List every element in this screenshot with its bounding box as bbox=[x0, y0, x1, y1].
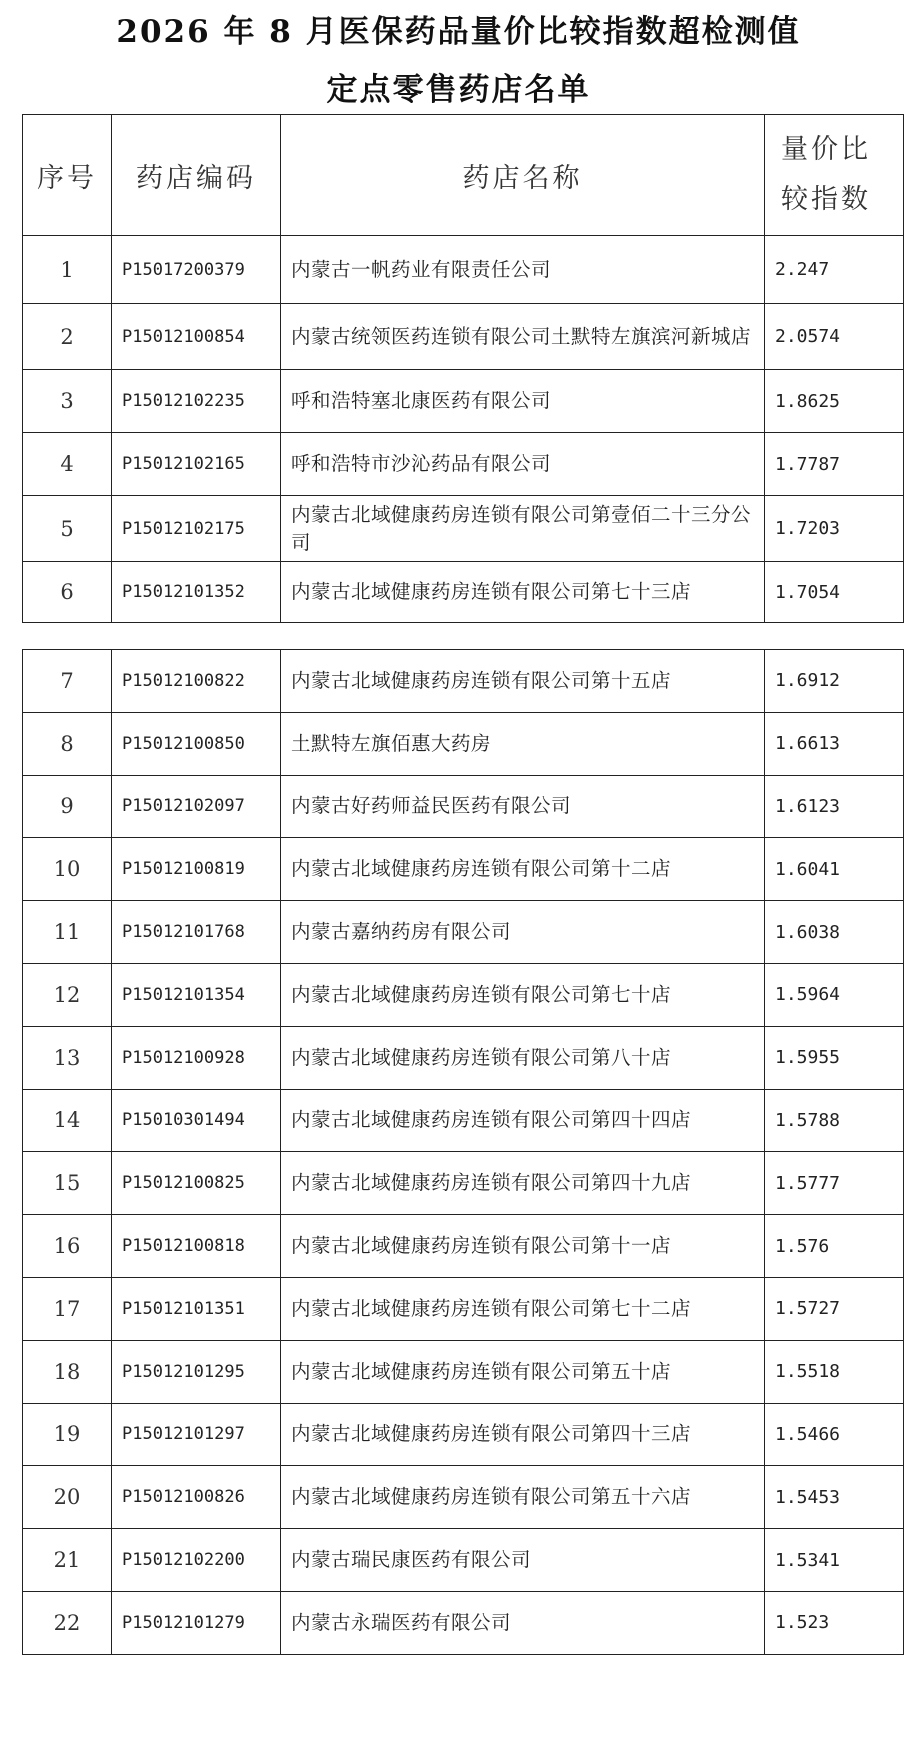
row-pharmacy-name: 内蒙古嘉纳药房有限公司 bbox=[281, 901, 765, 964]
row-seq: 7 bbox=[23, 650, 112, 713]
row-pharmacy-name: 内蒙古北域健康药房连锁有限公司第壹佰二十三分公司 bbox=[281, 496, 765, 562]
row-seq: 18 bbox=[23, 1340, 112, 1403]
row-index-value: 1.5466 bbox=[765, 1403, 904, 1466]
table-row bbox=[23, 1340, 904, 1403]
row-pharmacy-name: 内蒙古统领医药连锁有限公司土默特左旗滨河新城店 bbox=[281, 304, 765, 370]
row-pharmacy-code: P15012101295 bbox=[112, 1340, 281, 1403]
table-row bbox=[23, 963, 904, 1026]
row-pharmacy-code: P15012100928 bbox=[112, 1026, 281, 1089]
row-pharmacy-code: P15017200379 bbox=[112, 236, 281, 304]
row-seq: 5 bbox=[23, 496, 112, 562]
table-row bbox=[23, 838, 904, 901]
row-pharmacy-code: P15012102165 bbox=[112, 433, 281, 496]
table-row bbox=[23, 562, 904, 623]
row-pharmacy-code: P15012100854 bbox=[112, 304, 281, 370]
row-seq: 14 bbox=[23, 1089, 112, 1152]
row-seq: 12 bbox=[23, 963, 112, 1026]
table-row bbox=[23, 1591, 904, 1654]
row-seq: 16 bbox=[23, 1215, 112, 1278]
table-header-row bbox=[23, 115, 904, 236]
row-pharmacy-name: 呼和浩特塞北康医药有限公司 bbox=[281, 370, 765, 433]
row-seq: 4 bbox=[23, 433, 112, 496]
document-title-line1: 2026 年 8 月医保药品量价比较指数超检测值 bbox=[116, 14, 801, 50]
row-index-value: 1.5518 bbox=[765, 1340, 904, 1403]
row-seq: 2 bbox=[23, 304, 112, 370]
table-row bbox=[23, 650, 904, 713]
row-seq: 20 bbox=[23, 1466, 112, 1529]
row-index-value: 1.6613 bbox=[765, 712, 904, 775]
document-title-line2: 定点零售药店名单 bbox=[326, 72, 591, 108]
row-index-value: 1.5955 bbox=[765, 1026, 904, 1089]
row-index-value: 1.523 bbox=[765, 1591, 904, 1654]
row-pharmacy-name: 土默特左旗佰惠大药房 bbox=[281, 712, 765, 775]
header-seq: 序号 bbox=[23, 115, 112, 236]
table-row bbox=[23, 1215, 904, 1278]
row-seq: 9 bbox=[23, 775, 112, 838]
row-seq: 17 bbox=[23, 1277, 112, 1340]
row-pharmacy-code: P15012100825 bbox=[112, 1152, 281, 1215]
row-pharmacy-code: P15012101352 bbox=[112, 562, 281, 623]
table-row bbox=[23, 712, 904, 775]
header-index bbox=[765, 115, 904, 236]
row-pharmacy-code: P15012100818 bbox=[112, 1215, 281, 1278]
row-index-value: 1.5964 bbox=[765, 963, 904, 1026]
table-row bbox=[23, 1529, 904, 1592]
table-row bbox=[23, 236, 904, 304]
row-pharmacy-name: 内蒙古北域健康药房连锁有限公司第七十店 bbox=[281, 963, 765, 1026]
row-pharmacy-name: 内蒙古北域健康药房连锁有限公司第四十三店 bbox=[281, 1403, 765, 1466]
row-pharmacy-name: 内蒙古北域健康药房连锁有限公司第七十二店 bbox=[281, 1277, 765, 1340]
row-pharmacy-name: 内蒙古一帆药业有限责任公司 bbox=[281, 236, 765, 304]
row-pharmacy-code: P15012102235 bbox=[112, 370, 281, 433]
row-index-value: 1.5727 bbox=[765, 1277, 904, 1340]
row-index-value: 1.6912 bbox=[765, 650, 904, 713]
row-pharmacy-name: 内蒙古瑞民康医药有限公司 bbox=[281, 1529, 765, 1592]
row-pharmacy-code: P15012100819 bbox=[112, 838, 281, 901]
row-pharmacy-code: P15012101297 bbox=[112, 1403, 281, 1466]
row-seq: 8 bbox=[23, 712, 112, 775]
table-row bbox=[23, 775, 904, 838]
row-pharmacy-name: 内蒙古北域健康药房连锁有限公司第五十六店 bbox=[281, 1466, 765, 1529]
row-seq: 21 bbox=[23, 1529, 112, 1592]
row-index-value: 2.0574 bbox=[765, 304, 904, 370]
row-seq: 11 bbox=[23, 901, 112, 964]
pharmacy-table-part1 bbox=[22, 114, 904, 623]
header-index-line1: 量价比 bbox=[781, 134, 871, 165]
table-row bbox=[23, 304, 904, 370]
row-index-value: 1.7787 bbox=[765, 433, 904, 496]
row-seq: 10 bbox=[23, 838, 112, 901]
row-pharmacy-code: P15012101279 bbox=[112, 1591, 281, 1654]
row-index-value: 1.5453 bbox=[765, 1466, 904, 1529]
table-row bbox=[23, 1026, 904, 1089]
row-index-value: 1.6123 bbox=[765, 775, 904, 838]
table-row bbox=[23, 496, 904, 562]
row-seq: 19 bbox=[23, 1403, 112, 1466]
row-pharmacy-code: P15012101354 bbox=[112, 963, 281, 1026]
table-row bbox=[23, 901, 904, 964]
row-seq: 22 bbox=[23, 1591, 112, 1654]
row-seq: 3 bbox=[23, 370, 112, 433]
table-row bbox=[23, 370, 904, 433]
row-pharmacy-code: P15012102175 bbox=[112, 496, 281, 562]
table-row bbox=[23, 1466, 904, 1529]
row-pharmacy-code: P15012101768 bbox=[112, 901, 281, 964]
row-pharmacy-name: 内蒙古北域健康药房连锁有限公司第五十店 bbox=[281, 1340, 765, 1403]
row-pharmacy-code: P15012100850 bbox=[112, 712, 281, 775]
row-pharmacy-code: P15012102200 bbox=[112, 1529, 281, 1592]
row-seq: 1 bbox=[23, 236, 112, 304]
row-pharmacy-name: 内蒙古北域健康药房连锁有限公司第八十店 bbox=[281, 1026, 765, 1089]
row-pharmacy-code: P15012100826 bbox=[112, 1466, 281, 1529]
row-pharmacy-name: 内蒙古北域健康药房连锁有限公司第四十九店 bbox=[281, 1152, 765, 1215]
row-index-value: 1.5341 bbox=[765, 1529, 904, 1592]
row-pharmacy-name: 内蒙古北域健康药房连锁有限公司第七十三店 bbox=[281, 562, 765, 623]
table-row bbox=[23, 1277, 904, 1340]
row-index-value: 1.7203 bbox=[765, 496, 904, 562]
row-pharmacy-name: 呼和浩特市沙沁药品有限公司 bbox=[281, 433, 765, 496]
row-pharmacy-name: 内蒙古北域健康药房连锁有限公司第十一店 bbox=[281, 1215, 765, 1278]
row-index-value: 1.6038 bbox=[765, 901, 904, 964]
table-row bbox=[23, 433, 904, 496]
row-pharmacy-name: 内蒙古北域健康药房连锁有限公司第四十四店 bbox=[281, 1089, 765, 1152]
row-pharmacy-name: 内蒙古永瑞医药有限公司 bbox=[281, 1591, 765, 1654]
row-index-value: 1.8625 bbox=[765, 370, 904, 433]
row-index-value: 1.7054 bbox=[765, 562, 904, 623]
row-seq: 6 bbox=[23, 562, 112, 623]
pharmacy-table-part2 bbox=[22, 649, 904, 1655]
row-pharmacy-name: 内蒙古好药师益民医药有限公司 bbox=[281, 775, 765, 838]
row-pharmacy-name: 内蒙古北域健康药房连锁有限公司第十二店 bbox=[281, 838, 765, 901]
row-seq: 15 bbox=[23, 1152, 112, 1215]
header-name: 药店名称 bbox=[281, 115, 765, 236]
row-index-value: 2.247 bbox=[765, 236, 904, 304]
row-pharmacy-code: P15012102097 bbox=[112, 775, 281, 838]
row-pharmacy-code: P15010301494 bbox=[112, 1089, 281, 1152]
table-row bbox=[23, 1152, 904, 1215]
header-code: 药店编码 bbox=[112, 115, 281, 236]
header-index-line2: 较指数 bbox=[781, 184, 871, 215]
row-pharmacy-name: 内蒙古北域健康药房连锁有限公司第十五店 bbox=[281, 650, 765, 713]
row-index-value: 1.6041 bbox=[765, 838, 904, 901]
row-index-value: 1.5777 bbox=[765, 1152, 904, 1215]
row-pharmacy-code: P15012101351 bbox=[112, 1277, 281, 1340]
row-pharmacy-code: P15012100822 bbox=[112, 650, 281, 713]
table-row bbox=[23, 1089, 904, 1152]
row-index-value: 1.5788 bbox=[765, 1089, 904, 1152]
row-seq: 13 bbox=[23, 1026, 112, 1089]
table-row bbox=[23, 1403, 904, 1466]
row-index-value: 1.576 bbox=[765, 1215, 904, 1278]
